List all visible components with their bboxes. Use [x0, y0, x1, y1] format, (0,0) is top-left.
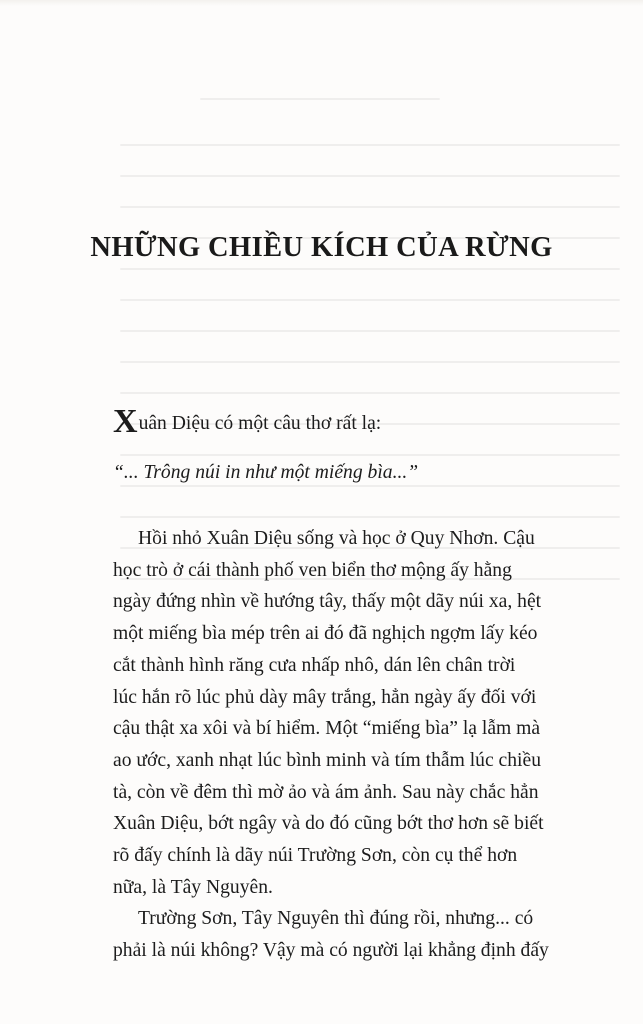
- paragraph-line: Trường Sơn, Tây Nguyên thì đúng rồi, nhưng... có: [138, 908, 534, 930]
- paragraph-line: một miếng bìa mép trên ai đó đã nghịch ngợm lấy kéo: [113, 623, 538, 645]
- chapter-title: NHỮNG CHIỀU KÍCH CỦA RỪNG: [90, 232, 553, 263]
- intro-line: [113, 405, 618, 440]
- paragraph-line: Hồi nhỏ Xuân Diệu sống và học ở Quy Nhơn. Cậu: [138, 528, 535, 549]
- body-paragraphs: [113, 523, 618, 967]
- paragraph-line: học trò ở cái thành phố ven biển thơ mộng ấy hằng: [113, 559, 512, 581]
- paragraph-line: cắt thành hình răng cưa nhấp nhô, dán lên chân trời: [113, 654, 516, 676]
- page-top-edge: [0, 0, 643, 6]
- paragraph-line: tà, còn về đêm thì mờ ảo và ám ảnh. Sau này chắc hẳn: [113, 781, 539, 803]
- paragraph-line: ao ước, xanh nhạt lúc bình minh và tím thẫm lúc chiều: [113, 749, 541, 771]
- paragraph-line: lúc hắn rõ lúc phủ dày mây trắng, hẳn ngày ấy đối với: [113, 686, 537, 708]
- drop-cap-letter: X: [113, 403, 138, 440]
- paragraph-line: phải là núi không? Vậy mà có người lại khẳng định đấy: [113, 940, 549, 962]
- paragraph-line: cậu thật xa xôi và bí hiểm. Một “miếng bìa” lạ lẫm mà: [113, 718, 541, 740]
- paragraph-line: Xuân Diệu, bớt ngây và do đó cũng bớt thơ hơn sẽ biết: [113, 813, 544, 835]
- intro-text: uân Diệu có một câu thơ rất lạ:: [138, 413, 382, 434]
- paragraph-line: ngày đứng nhìn về hướng tây, thấy một dãy núi xa, hệt: [113, 591, 542, 613]
- paragraph-line: nữa, là Tây Nguyên.: [113, 876, 273, 898]
- poem-quote: “... Trông núi in như một miếng bìa...”: [113, 462, 419, 483]
- paragraph-line: rõ đấy chính là dãy núi Trường Sơn, còn cụ thể hơn: [113, 845, 518, 867]
